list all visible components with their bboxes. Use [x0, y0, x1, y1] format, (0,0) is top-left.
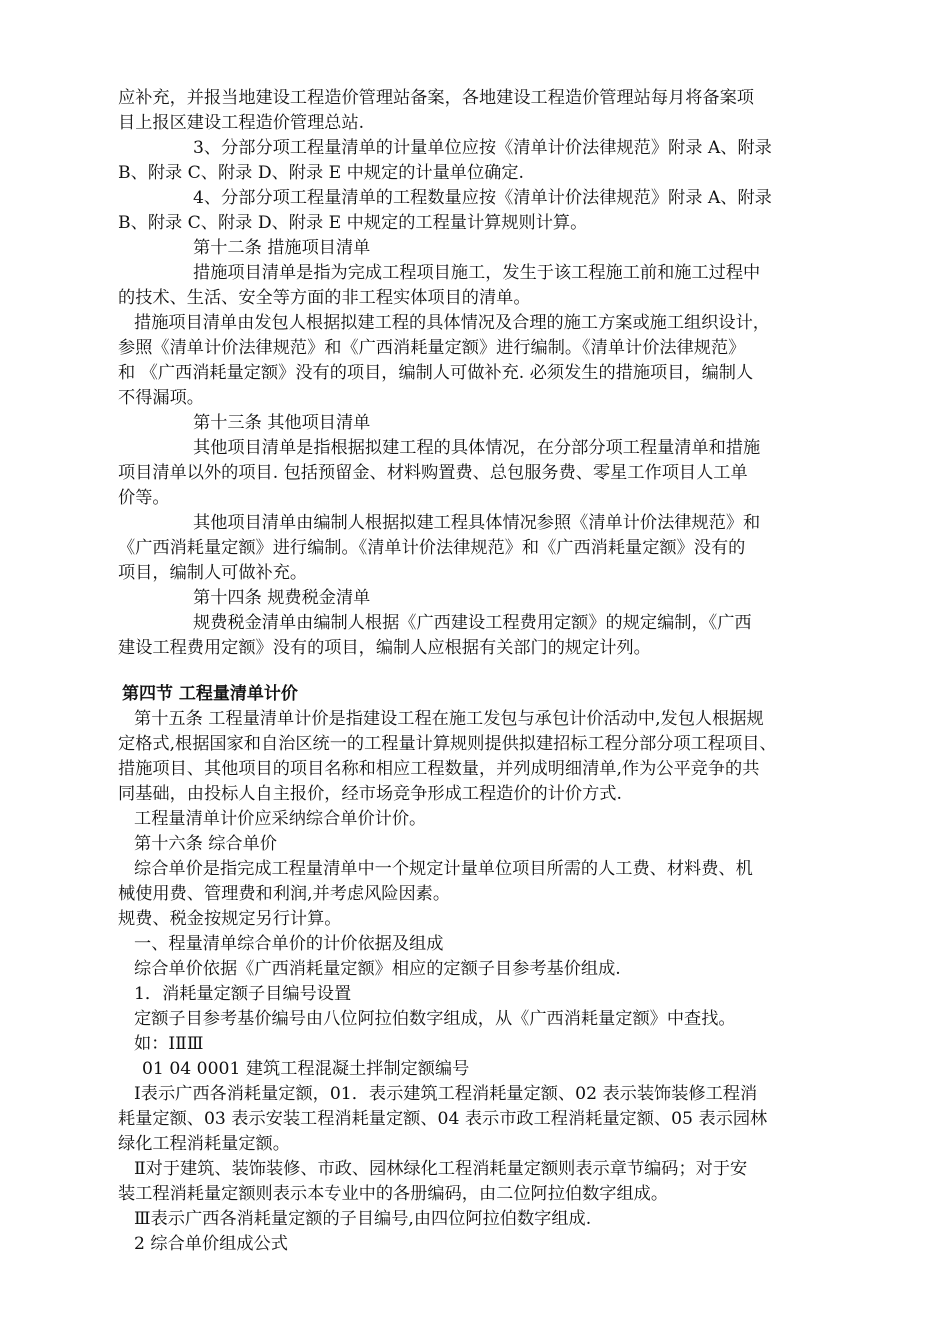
text-line: 《广西消耗量定额》进行编制。《清单计价法律规范》和《广西消耗量定额》没有的	[118, 538, 746, 558]
text-line: 价等。	[118, 488, 170, 508]
section-title: 第十三条 其他项目清单	[193, 413, 371, 433]
text-line: 的技术、生活、安全等方面的非工程实体项目的清单。	[118, 288, 531, 308]
text-line: 定额子目参考基价编号由八位阿拉伯数字组成，从《广西消耗量定额》中查找。	[134, 1009, 736, 1029]
text-line: 目上报区建设工程造价管理总站.	[118, 113, 365, 133]
text-line: 定格式,根据国家和自治区统一的工程量计算规则提供拟建招标工程分部分项工程项目、	[118, 734, 777, 754]
text-line: 工程量清单计价应采纳综合单价计价。	[134, 809, 427, 829]
text-line: 规费税金清单由编制人根据《广西建设工程费用定额》的规定编制，《广西	[193, 613, 752, 633]
section-title: 第十四条 规费税金清单	[193, 588, 371, 608]
text-line: 绿化工程消耗量定额。	[118, 1134, 290, 1154]
text-line: 规费、税金按规定另行计算。	[118, 909, 342, 929]
text-line: 2 综合单价组成公式	[134, 1234, 288, 1254]
text-line: 项目，编制人可做补充。	[118, 563, 308, 583]
text-line: 措施项目、其他项目的项目名称和相应工程数量，并列成明细清单,作为公平竞争的共	[118, 759, 760, 779]
text-line: 措施项目清单由发包人根据拟建工程的具体情况及合理的施工方案或施工组织设计，	[134, 313, 770, 333]
section-title: 第十六条 综合单价	[134, 834, 277, 854]
text-line: B、附录 C、附录 D、附录 E 中规定的工程量计算规则计算。	[118, 213, 588, 233]
text-line: 其他项目清单由编制人根据拟建工程具体情况参照《清单计价法律规范》和	[193, 513, 761, 533]
text-line: B、附录 C、附录 D、附录 E 中规定的计量单位确定.	[118, 163, 524, 183]
text-line: 不得漏项。	[118, 388, 204, 408]
text-line: 一、程量清单综合单价的计价依据及组成	[134, 934, 444, 954]
text-line: 1．消耗量定额子目编号设置	[134, 984, 352, 1004]
text-line: 其他项目清单是指根据拟建工程的具体情况，在分部分项工程量清单和措施	[193, 438, 761, 458]
text-line: 如：ⅠⅡⅢ	[134, 1034, 204, 1054]
text-line: 3、分部分项工程量清单的计量单位应按《清单计价法律规范》附录 A、附录	[193, 138, 772, 158]
text-line: 建设工程费用定额》没有的项目，编制人应根据有关部门的规定计列。	[118, 638, 651, 658]
text-line: 第十五条 工程量清单计价是指建设工程在施工发包与承包计价活动中,发包人根据规	[134, 709, 764, 729]
text-line: 01 04 0001 建筑工程混凝土拌制定额编号	[142, 1059, 470, 1079]
text-line: 械使用费、管理费和利润,并考虑风险因素。	[118, 884, 451, 904]
text-line: 参照《清单计价法律规范》和《广西消耗量定额》进行编制。《清单计价法律规范》	[118, 338, 746, 358]
section-title: 第十二条 措施项目清单	[193, 238, 371, 258]
text-line: 4、分部分项工程量清单的工程数量应按《清单计价法律规范》附录 A、附录	[193, 188, 772, 208]
section-heading: 第四节 工程量清单计价	[122, 684, 298, 704]
text-line: Ⅱ对于建筑、装饰装修、市政、园林绿化工程消耗量定额则表示章节编码；对于安	[134, 1159, 748, 1179]
text-line: 和 《广西消耗量定额》没有的项目，编制人可做补充. 必须发生的措施项目，编制人	[118, 363, 754, 383]
text-line: 同基础，由投标人自主报价，经市场竞争形成工程造价的计价方式.	[118, 784, 622, 804]
text-line: 项目清单以外的项目. 包括预留金、材料购置费、总包服务费、零星工作项目人工单	[118, 463, 748, 483]
text-line: Ⅰ表示广西各消耗量定额，01．表示建筑工程消耗量定额、02 表示装饰装修工程消	[134, 1084, 758, 1104]
text-line: 措施项目清单是指为完成工程项目施工，发生于该工程施工前和施工过程中	[193, 263, 761, 283]
text-line: 装工程消耗量定额则表示本专业中的各册编码，由二位阿拉伯数字组成。	[118, 1184, 669, 1204]
text-line: 综合单价依据《广西消耗量定额》相应的定额子目参考基价组成.	[134, 959, 621, 979]
text-line: 耗量定额、03 表示安装工程消耗量定额、04 表示市政工程消耗量定额、05 表示园林	[118, 1109, 768, 1129]
text-line: Ⅲ表示广西各消耗量定额的子目编号,由四位阿拉伯数字组成.	[134, 1209, 592, 1229]
text-line: 综合单价是指完成工程量清单中一个规定计量单位项目所需的人工费、材料费、机	[134, 859, 753, 879]
text-line: 应补充，并报当地建设工程造价管理站备案，各地建设工程造价管理站每月将备案项	[118, 88, 754, 108]
